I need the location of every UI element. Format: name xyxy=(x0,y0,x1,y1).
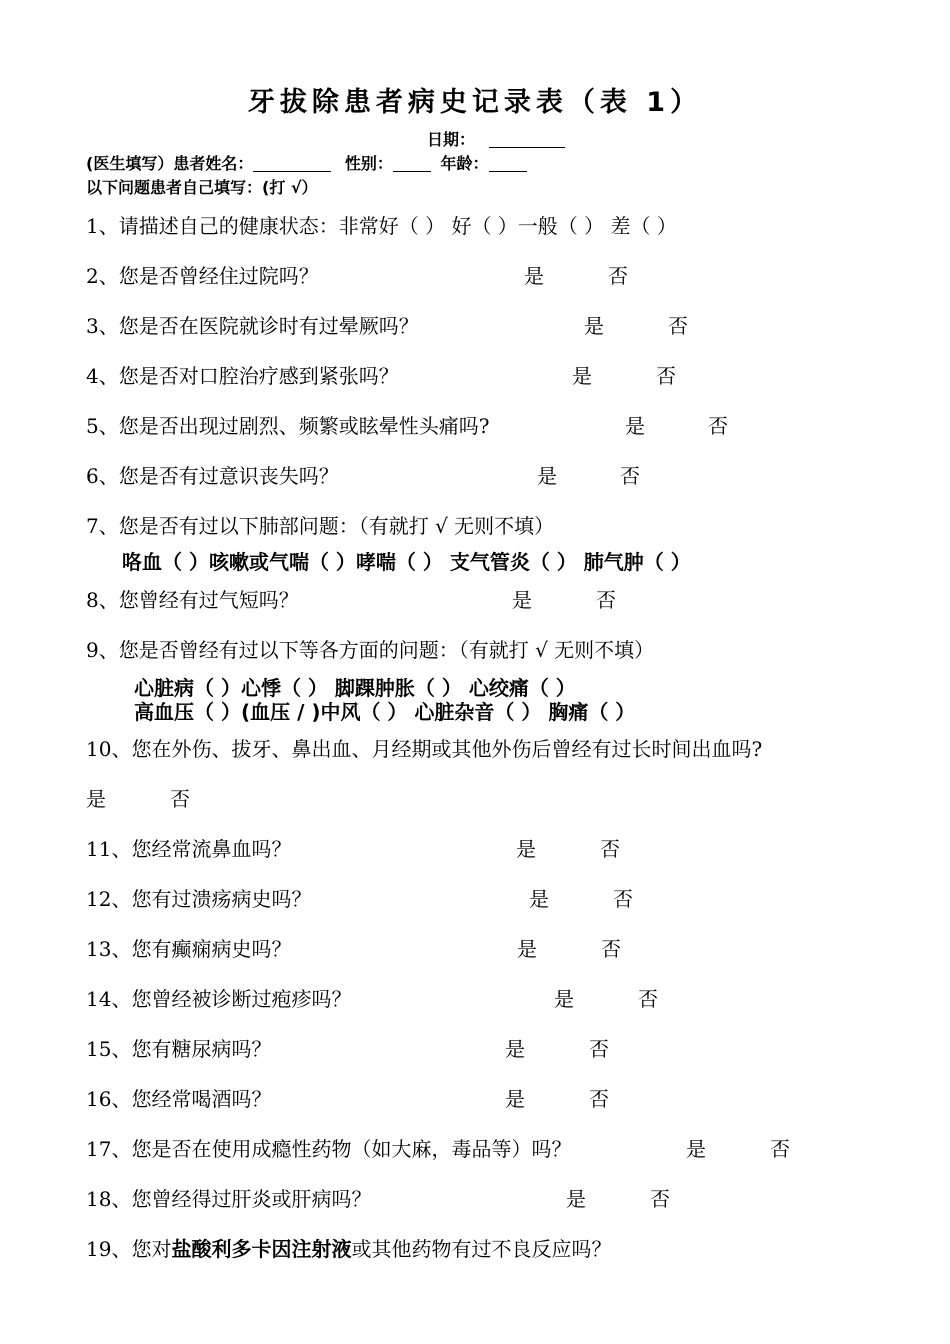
q18-yes[interactable]: 是 xyxy=(566,1187,586,1211)
q11-no[interactable]: 否 xyxy=(600,837,620,861)
patient-name-field[interactable] xyxy=(253,155,331,172)
q3-yes[interactable]: 是 xyxy=(584,314,604,338)
q12-no[interactable]: 否 xyxy=(613,887,633,911)
q16-no[interactable]: 否 xyxy=(589,1087,609,1111)
q17-yes[interactable]: 是 xyxy=(686,1137,706,1161)
form-title: 牙拔除患者病史记录表（表 1） xyxy=(247,87,703,118)
q14-no[interactable]: 否 xyxy=(638,987,658,1011)
q18-no[interactable]: 否 xyxy=(650,1187,670,1211)
q8-no[interactable]: 否 xyxy=(596,588,616,612)
q19-drug-name: 盐酸利多卡因注射液 xyxy=(171,1237,352,1261)
patient-info-row xyxy=(86,151,527,174)
q19-prefix: 19、您对 xyxy=(86,1237,172,1261)
q10-no[interactable]: 否 xyxy=(170,787,190,811)
q2-no[interactable]: 否 xyxy=(608,264,628,288)
q9-heart-options-row2[interactable]: 高血压（ ）(血压 / )中风（ ） 心脏杂音（ ） 胸痛（ ） xyxy=(134,700,636,724)
q4-no[interactable]: 否 xyxy=(656,364,676,388)
q12-yes[interactable]: 是 xyxy=(529,887,549,911)
q13-yes[interactable]: 是 xyxy=(517,937,537,961)
patient-name-label: (医生填写）患者姓名： xyxy=(86,154,254,173)
gender-label: 性别： xyxy=(344,154,393,173)
question-7: 7、您是否有过以下肺部问题：（有就打 √ 无则不填） xyxy=(86,514,555,538)
question-9: 9、您是否曾经有过以下等各方面的问题：（有就打 √ 无则不填） xyxy=(86,638,655,662)
question-13: 13、您有癫痫病史吗？ xyxy=(86,937,292,961)
q5-no[interactable]: 否 xyxy=(708,414,728,438)
q6-yes[interactable]: 是 xyxy=(537,464,557,488)
date-row xyxy=(427,127,565,150)
age-label: 年龄： xyxy=(440,154,489,173)
q15-no[interactable]: 否 xyxy=(589,1037,609,1061)
age-field[interactable] xyxy=(489,155,527,172)
question-3: 3、您是否在医院就诊时有过晕厥吗？ xyxy=(86,314,419,338)
question-11: 11、您经常流鼻血吗？ xyxy=(86,837,292,861)
q11-yes[interactable]: 是 xyxy=(516,837,536,861)
question-4: 4、您是否对口腔治疗感到紧张吗？ xyxy=(86,364,399,388)
q15-yes[interactable]: 是 xyxy=(505,1037,525,1061)
q9-heart-options-row1[interactable]: 心脏病（ ）心悸（ ） 脚踝肿胀（ ） 心绞痛（ ） xyxy=(134,676,576,700)
question-17: 17、您是否在使用成瘾性药物（如大麻，毒品等）吗？ xyxy=(86,1137,572,1161)
q5-yes[interactable]: 是 xyxy=(625,414,645,438)
question-5: 5、您是否出现过剧烈、频繁或眩晕性头痛吗? xyxy=(86,414,490,438)
question-18: 18、您曾经得过肝炎或肝病吗？ xyxy=(86,1187,372,1211)
q16-yes[interactable]: 是 xyxy=(505,1087,525,1111)
q13-no[interactable]: 否 xyxy=(601,937,621,961)
q19-suffix: 或其他药物有过不良反应吗？ xyxy=(351,1237,612,1261)
question-12: 12、您有过溃疡病史吗？ xyxy=(86,887,312,911)
self-fill-instruction: 以下问题患者自己填写：(打 √） xyxy=(86,178,318,197)
question-15: 15、您有糖尿病吗？ xyxy=(86,1037,272,1061)
q8-yes[interactable]: 是 xyxy=(512,588,532,612)
question-8: 8、您曾经有过气短吗？ xyxy=(86,588,299,612)
question-2: 2、您是否曾经住过院吗？ xyxy=(86,264,319,288)
date-field[interactable] xyxy=(489,131,565,148)
q14-yes[interactable]: 是 xyxy=(554,987,574,1011)
q17-no[interactable]: 否 xyxy=(770,1137,790,1161)
gender-field[interactable] xyxy=(393,155,431,172)
question-1: 1、请描述自己的健康状态：非常好（ ） 好（ ）一般（ ） 差（ ） xyxy=(86,214,677,238)
q10-yes[interactable]: 是 xyxy=(86,787,106,811)
q3-no[interactable]: 否 xyxy=(668,314,688,338)
question-14: 14、您曾经被诊断过疱疹吗？ xyxy=(86,987,352,1011)
question-10: 10、您在外伤、拔牙、鼻出血、月经期或其他外伤后曾经有过长时间出血吗? xyxy=(86,737,763,761)
question-6: 6、您是否有过意识丧失吗？ xyxy=(86,464,339,488)
question-19 xyxy=(86,1233,611,1262)
q6-no[interactable]: 否 xyxy=(620,464,640,488)
q2-yes[interactable]: 是 xyxy=(524,264,544,288)
q7-lung-options[interactable]: 咯血（ ）咳嗽或气喘（ ）哮喘（ ） 支气管炎（ ） 肺气肿（ ） xyxy=(122,550,691,574)
q4-yes[interactable]: 是 xyxy=(572,364,592,388)
question-16: 16、您经常喝酒吗？ xyxy=(86,1087,272,1111)
date-label: 日期： xyxy=(427,130,476,149)
